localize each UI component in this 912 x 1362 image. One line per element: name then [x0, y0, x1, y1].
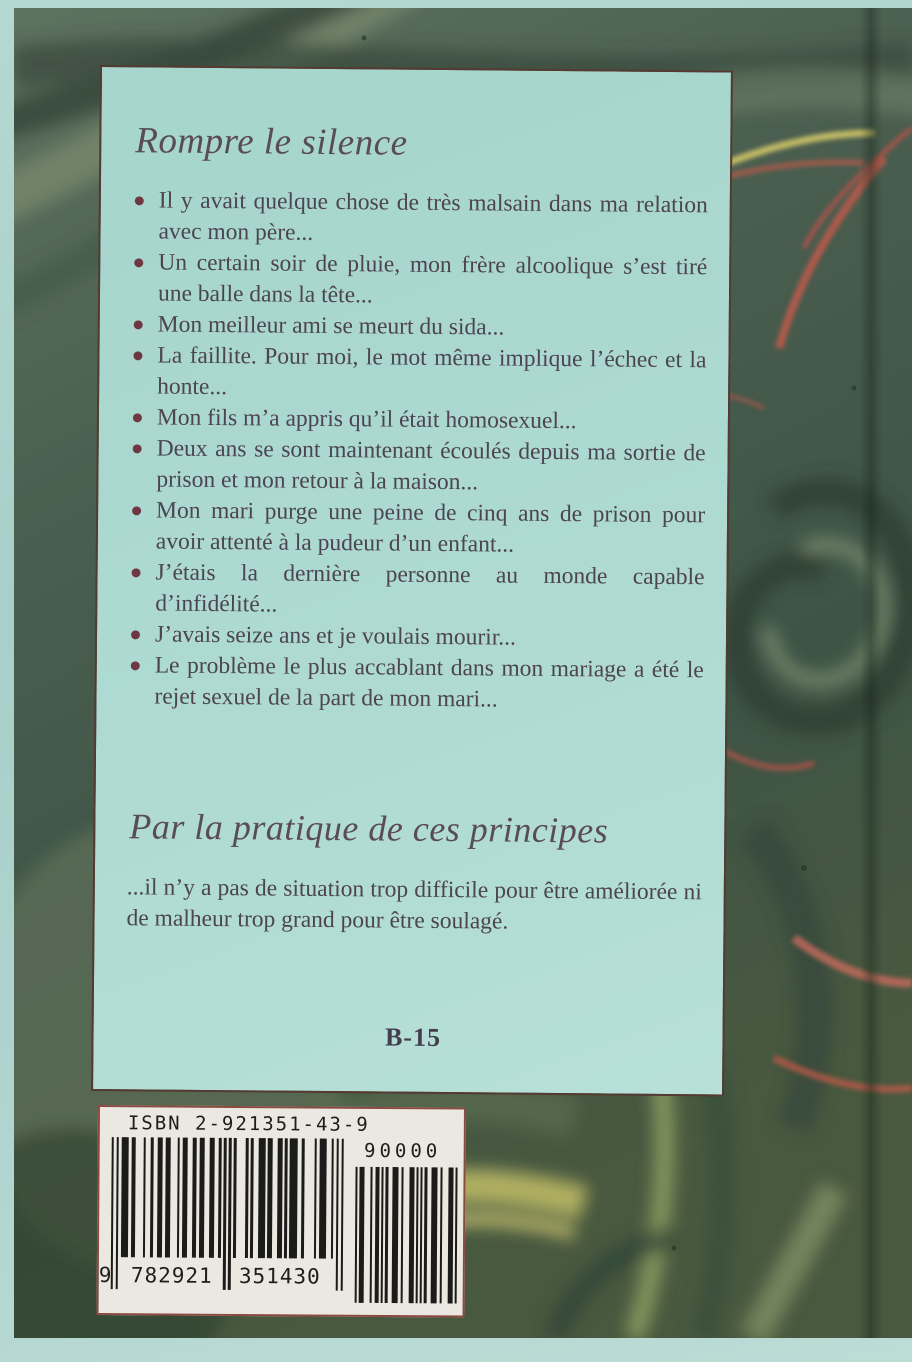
bullet-text: J’avais seize ans et je voulais mourir... [154, 621, 517, 651]
bullet-text: Mon meilleur ami se meurt du sida... [157, 311, 505, 341]
bullet-dot-icon [133, 351, 142, 360]
bullet-item [131, 340, 707, 407]
ean13-digits [98, 1263, 347, 1291]
bullet-dot-icon [134, 320, 143, 329]
bullet-text: Mon fils m’a appris qu’il était homosexuel... [156, 404, 577, 435]
bullet-item [129, 557, 705, 624]
bullet-text: Il y avait quelque chose de très malsain dans ma relation avec mon père... [158, 187, 708, 246]
bullet-item [132, 185, 708, 252]
bullet-dot-icon [133, 413, 142, 422]
catalog-code: B-15 [384, 1022, 442, 1053]
barcode-label [97, 1105, 466, 1318]
bullet-list [128, 185, 708, 717]
bullet-item [132, 309, 707, 345]
bullet-dot-icon [135, 196, 144, 205]
spine-crease [860, 8, 882, 1338]
bullet-text: Deux ans se sont maintenant écoulés depuis ma sortie de prison et mon retour à la maison... [156, 435, 706, 496]
bullet-item [129, 619, 704, 655]
panel-subtitle: Par la pratique de ces principes [129, 806, 609, 851]
bullet-text: J’étais la dernière personne au monde capable d’infidélité... [155, 559, 705, 618]
bullet-dot-icon [131, 630, 140, 639]
ean13-digit-group: 9 [98, 1263, 112, 1288]
bullet-item [130, 495, 706, 562]
bullet-text: Mon mari purge une peine de cinq ans de prison pour avoir attenté à la pudeur d’un enfant... [155, 497, 706, 558]
closing-text: ...il n’y a pas de situation trop difficile pour être améliorée ni de malheur trop grand pour être soulagé. [126, 874, 702, 935]
ean5-supplemental-barcode [355, 1167, 458, 1304]
price-code-text: 90000 [364, 1139, 442, 1163]
bullet-dot-icon [132, 568, 141, 577]
panel-title: Rompre le silence [135, 120, 408, 164]
ean13-digit-group: 782921 [130, 1263, 213, 1288]
bullet-dot-icon [134, 258, 143, 267]
bullet-dot-icon [132, 506, 141, 515]
isbn-text: ISBN 2-921351-43-9 [127, 1112, 370, 1136]
text-panel [91, 65, 733, 1096]
bullet-item [130, 433, 706, 500]
bullet-dot-icon [131, 661, 140, 670]
bullet-text: Le problème le plus accablant dans mon mariage a été le rejet sexuel de la part de mon mari... [154, 652, 704, 713]
bullet-item [128, 650, 704, 717]
ean13-digit-group: 351430 [238, 1263, 321, 1289]
bullet-item [132, 247, 708, 314]
bullet-text: Un certain soir de pluie, mon frère alcoolique s’est tiré une balle dans la tête... [157, 249, 708, 309]
book-back-cover [14, 8, 912, 1338]
bullet-text: La faillite. Pour moi, le mot même implique l’échec et la honte... [157, 342, 707, 401]
bullet-dot-icon [133, 444, 142, 453]
bullet-item [131, 402, 706, 438]
